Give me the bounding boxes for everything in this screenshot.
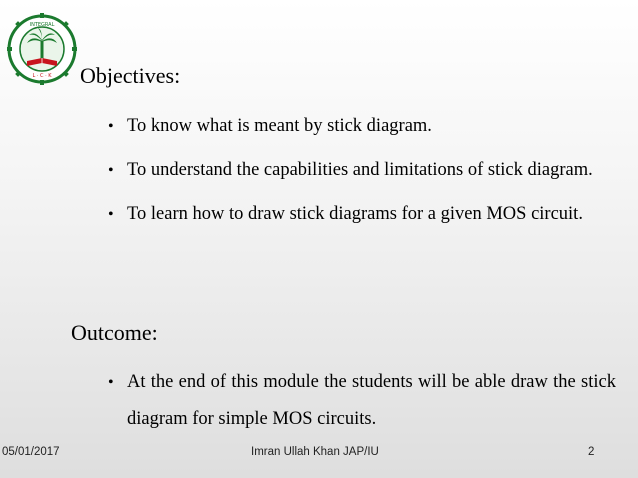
bullet-icon: • xyxy=(108,206,114,223)
footer-page-number: 2 xyxy=(588,446,595,458)
objectives-heading: Objectives: xyxy=(80,63,181,88)
objective-text-3: To learn how to draw stick diagrams for a given MOS circuit. xyxy=(127,204,583,224)
list-item xyxy=(108,364,616,438)
svg-text:INTEGRAL: INTEGRAL xyxy=(29,22,55,28)
objective-text-1: To know what is meant by stick diagram. xyxy=(127,116,432,136)
outcome-text-1: At the end of this module the students will be able draw the stick diagram for simple MOS circuits. xyxy=(127,372,616,429)
list-item xyxy=(108,108,616,145)
footer-date: 05/01/2017 xyxy=(2,446,60,458)
university-seal-icon xyxy=(7,13,77,85)
list-item xyxy=(108,152,616,189)
bullet-icon: • xyxy=(108,162,114,179)
footer-author: Imran Ullah Khan JAP/IU xyxy=(251,446,379,458)
objective-text-2: To understand the capabilities and limitations of stick diagram. xyxy=(127,160,593,180)
outcome-list xyxy=(108,364,616,445)
outcome-heading: Outcome: xyxy=(71,320,158,345)
objectives-list xyxy=(108,108,616,240)
list-item xyxy=(108,196,616,233)
svg-text:L · C · K: L · C · K xyxy=(32,73,52,79)
bullet-icon: • xyxy=(108,374,114,391)
bullet-icon: • xyxy=(108,118,114,135)
